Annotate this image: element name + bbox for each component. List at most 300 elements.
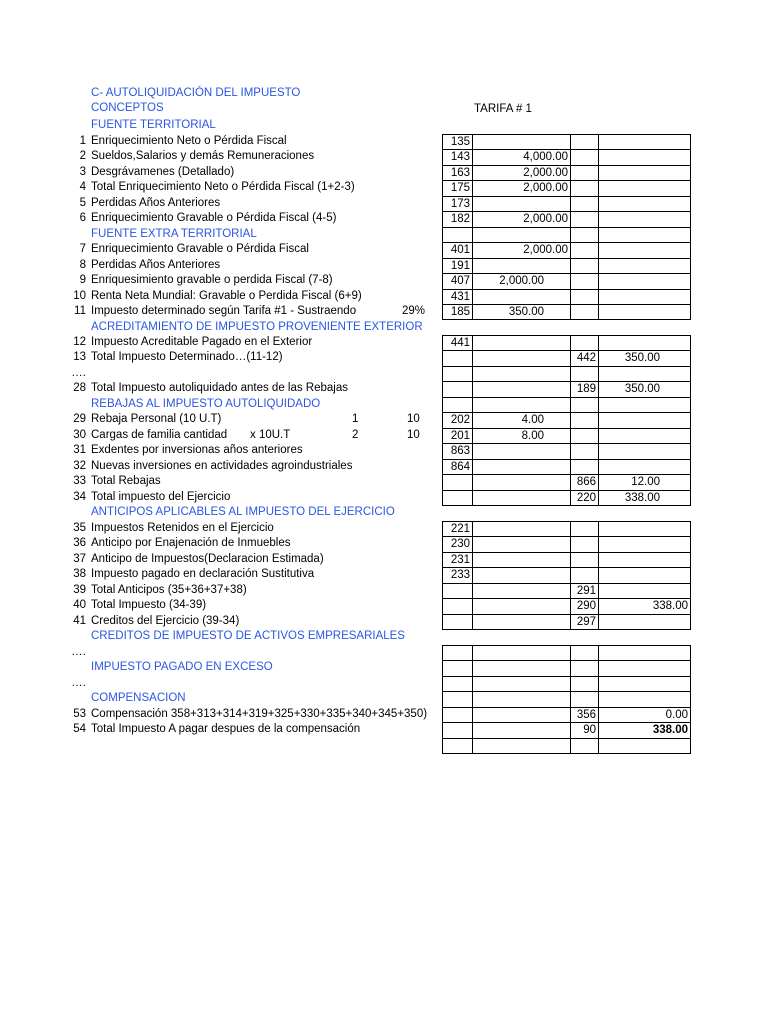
row-label: Total Rebajas: [91, 475, 161, 487]
cell-c1: [442, 165, 472, 181]
table-row: [0, 552, 768, 568]
cell-value: 866: [576, 476, 596, 488]
row-number: 40: [73, 599, 86, 611]
cell-value: 442: [576, 352, 596, 364]
cell-c3: [570, 552, 598, 568]
cell-value: 202: [450, 414, 470, 426]
row-label: Anticipo de Impuestos(Declaracion Estimada): [91, 553, 324, 565]
cell-c2: [472, 381, 570, 397]
cell-c2: [472, 691, 570, 707]
cell-c4: [598, 304, 691, 320]
row-label: Cargas de familia cantidad: [91, 429, 228, 441]
row-extra-value: 2: [352, 429, 359, 441]
cell-c3: [570, 443, 598, 459]
row-label: Impuestos Retenidos en el Ejercicio: [91, 522, 274, 534]
cell-c3: [570, 273, 598, 289]
cell-c4: [598, 242, 691, 258]
cell-c1: [442, 366, 472, 382]
cell-value: 163: [450, 167, 470, 179]
conceptos-header: CONCEPTOS: [91, 102, 164, 114]
row-number: 30: [73, 429, 86, 441]
cell-c1: [442, 490, 472, 506]
row-label: Enriquesimiento gravable o perdida Fiscal (7-8): [91, 274, 333, 286]
cell-c4: [598, 676, 691, 692]
table-row: [0, 149, 768, 165]
row-number: 29: [73, 413, 86, 425]
cell-value: 441: [450, 337, 470, 349]
cell-value: 201: [450, 430, 470, 442]
cell-value: 297: [576, 616, 596, 628]
row-number: 7: [79, 243, 86, 255]
cell-c3: [570, 242, 598, 258]
row-number: 1: [79, 135, 86, 147]
row-number: 28: [73, 382, 86, 394]
row-label: Enriquecimiento Gravable o Pérdida Fiscal: [91, 243, 309, 255]
tarifa-header: TARIFA # 1: [474, 103, 532, 115]
cell-c4: [598, 536, 691, 552]
cell-c3: [570, 412, 598, 428]
row-number: 2: [79, 150, 86, 162]
cell-value: 350.00: [508, 306, 544, 318]
row-number: 53: [73, 708, 86, 720]
cell-c2: [472, 567, 570, 583]
table-row: [0, 134, 768, 150]
cell-c2: [472, 521, 570, 537]
cell-value: 90: [583, 724, 596, 736]
cell-c3: [570, 474, 598, 490]
cell-value: 173: [450, 198, 470, 210]
cell-c2: [472, 258, 570, 274]
table-row: [0, 474, 768, 490]
cell-c2: [472, 366, 570, 382]
cell-value: 290: [576, 600, 596, 612]
table-row: [0, 211, 768, 227]
row-extra-value: x 10U.T: [250, 429, 291, 441]
cell-c4: [598, 180, 691, 196]
cell-c4: [598, 474, 691, 490]
cell-value: 350.00: [624, 383, 660, 395]
row-label: Rebaja Personal (10 U.T): [91, 413, 222, 425]
cell-c1: [442, 196, 472, 212]
cell-c1: [442, 583, 472, 599]
cell-c2: [472, 738, 570, 754]
cell-c3: [570, 196, 598, 212]
row-label: Perdidas Años Anteriores: [91, 259, 221, 271]
cell-c2: [472, 676, 570, 692]
cell-c1: [442, 676, 472, 692]
row-label: Desgrávamenes (Detallado): [91, 166, 235, 178]
row-number: 35: [73, 522, 86, 534]
cell-c1: [442, 521, 472, 537]
cell-c2: [472, 583, 570, 599]
cell-c3: [570, 258, 598, 274]
cell-c2: [472, 350, 570, 366]
table-row: [0, 598, 768, 614]
table-row: [0, 335, 768, 351]
cell-value: 189: [576, 383, 596, 395]
cell-c1: [442, 428, 472, 444]
cell-c4: [598, 412, 691, 428]
table-row: [0, 707, 768, 723]
cell-c4: [598, 211, 691, 227]
row-number: 8: [79, 259, 86, 271]
row-extra-value: 10: [407, 429, 420, 441]
cell-c3: [570, 149, 598, 165]
table-row: [0, 118, 768, 134]
cell-c3: [570, 691, 598, 707]
cell-c2: [472, 552, 570, 568]
cell-c3: [570, 598, 598, 614]
cell-c1: [442, 412, 472, 428]
cell-value: 8.00: [521, 430, 544, 442]
row-label: Enriquecimiento Gravable o Pérdida Fiscal (4-5): [91, 212, 337, 224]
cell-c2: [472, 412, 570, 428]
cell-c1: [442, 474, 472, 490]
row-label: Renta Neta Mundial: Gravable o Perdida Fiscal (6+9): [91, 290, 362, 302]
cell-value: 407: [450, 275, 470, 287]
table-row: [0, 614, 768, 630]
cell-c2: [472, 289, 570, 305]
cell-c2: [472, 598, 570, 614]
table-row: [0, 443, 768, 459]
cell-c1: [442, 660, 472, 676]
cell-value: 864: [450, 461, 470, 473]
cell-c4: [598, 691, 691, 707]
row-label: Anticipo por Enajenación de Inmuebles: [91, 537, 291, 549]
row-number: 34: [73, 491, 86, 503]
table-row: [0, 583, 768, 599]
row-number: 9: [79, 274, 86, 286]
cell-c4: [598, 335, 691, 351]
cell-c1: [442, 707, 472, 723]
cell-c3: [570, 211, 598, 227]
section-heading: FUENTE TERRITORIAL: [91, 119, 216, 131]
cell-value: 291: [576, 585, 596, 597]
cell-c3: [570, 335, 598, 351]
cell-c3: [570, 614, 598, 630]
cell-c1: [442, 242, 472, 258]
row-label: Impuesto pagado en declaración Sustitutiva: [91, 568, 315, 580]
cell-c1: [442, 350, 472, 366]
cell-c2: [472, 134, 570, 150]
row-number: 3: [79, 166, 86, 178]
cell-c3: [570, 366, 598, 382]
cell-c3: [570, 536, 598, 552]
section-heading: ANTICIPOS APLICABLES AL IMPUESTO DEL EJERCICIO: [91, 506, 395, 518]
cell-value: 350.00: [624, 352, 660, 364]
cell-value: 143: [450, 151, 470, 163]
cell-c1: [442, 149, 472, 165]
cell-c3: [570, 397, 598, 413]
row-label: Impuesto determinado según Tarifa #1 - Sustraendo: [91, 305, 357, 317]
table-row: [0, 242, 768, 258]
table-row: [0, 180, 768, 196]
cell-c2: [472, 149, 570, 165]
table-row: [0, 304, 768, 320]
cell-value: 220: [576, 492, 596, 504]
cell-value: 135: [450, 136, 470, 148]
table-row: [0, 676, 768, 692]
row-number: ….: [71, 677, 86, 689]
cell-c1: [442, 598, 472, 614]
cell-c4: [598, 289, 691, 305]
row-extra-value: 10: [407, 413, 420, 425]
table-row: [0, 366, 768, 382]
table-row: [0, 738, 768, 754]
cell-c3: [570, 676, 598, 692]
table-row: [0, 629, 768, 645]
cell-c3: [570, 707, 598, 723]
cell-c2: [472, 722, 570, 738]
cell-c1: [442, 304, 472, 320]
cell-c4: [598, 165, 691, 181]
cell-c1: [442, 397, 472, 413]
row-label: Total Enriquecimiento Neto o Pérdida Fiscal (1+2-3): [91, 181, 355, 193]
row-number: 32: [73, 460, 86, 472]
cell-c4: [598, 707, 691, 723]
cell-value: 4.00: [521, 414, 544, 426]
cell-value: 338.00: [652, 724, 688, 736]
cell-c3: [570, 660, 598, 676]
cell-c1: [442, 738, 472, 754]
row-number: 41: [73, 615, 86, 627]
cell-c3: [570, 350, 598, 366]
cell-c2: [472, 660, 570, 676]
row-label: Total Anticipos (35+36+37+38): [91, 584, 247, 596]
section-heading: ACREDITAMIENTO DE IMPUESTO PROVENIENTE EXTERIOR: [91, 321, 423, 333]
cell-c2: [472, 474, 570, 490]
row-number: 4: [79, 181, 86, 193]
cell-c1: [442, 180, 472, 196]
cell-c1: [442, 567, 472, 583]
cell-value: 221: [450, 523, 470, 535]
table-row: [0, 412, 768, 428]
cell-c3: [570, 165, 598, 181]
cell-value: 338.00: [652, 600, 688, 612]
cell-c4: [598, 350, 691, 366]
table-row: [0, 350, 768, 366]
cell-c4: [598, 397, 691, 413]
table-row: [0, 505, 768, 521]
cell-c4: [598, 428, 691, 444]
cell-c4: [598, 490, 691, 506]
cell-c2: [472, 165, 570, 181]
cell-c3: [570, 428, 598, 444]
cell-c2: [472, 443, 570, 459]
cell-c2: [472, 227, 570, 243]
cell-value: 863: [450, 445, 470, 457]
row-number: 33: [73, 475, 86, 487]
section-heading: COMPENSACION: [91, 692, 186, 704]
cell-c2: [472, 196, 570, 212]
cell-c4: [598, 258, 691, 274]
cell-value: 2,000.00: [523, 213, 568, 225]
cell-c1: [442, 211, 472, 227]
row-number: 13: [73, 351, 86, 363]
cell-c2: [472, 490, 570, 506]
cell-c3: [570, 583, 598, 599]
row-number: 36: [73, 537, 86, 549]
cell-c1: [442, 645, 472, 661]
cell-c2: [472, 459, 570, 475]
cell-c4: [598, 567, 691, 583]
cell-c4: [598, 583, 691, 599]
row-number: 37: [73, 553, 86, 565]
row-number: ….: [71, 646, 86, 658]
row-number: 11: [74, 305, 86, 317]
row-number: 6: [79, 212, 86, 224]
row-label: Total Impuesto A pagar despues de la compensación: [91, 723, 361, 735]
table-row: [0, 273, 768, 289]
cell-c1: [442, 459, 472, 475]
cell-value: 2,000.00: [523, 182, 568, 194]
row-number: 5: [79, 197, 86, 209]
cell-value: 230: [450, 538, 470, 550]
cell-c4: [598, 196, 691, 212]
row-number: 31: [73, 444, 86, 456]
cell-c2: [472, 645, 570, 661]
cell-c1: [442, 134, 472, 150]
row-label: Total impuesto del Ejercicio: [91, 491, 231, 503]
table-row: [0, 428, 768, 444]
cell-value: 191: [450, 260, 470, 272]
table-row: [0, 645, 768, 661]
table-row: [0, 320, 768, 336]
cell-c4: [598, 459, 691, 475]
cell-c3: [570, 289, 598, 305]
cell-c1: [442, 289, 472, 305]
cell-c2: [472, 273, 570, 289]
row-label: Enriquecimiento Neto o Pérdida Fiscal: [91, 135, 287, 147]
cell-c2: [472, 614, 570, 630]
cell-c3: [570, 227, 598, 243]
cell-c1: [442, 335, 472, 351]
cell-c4: [598, 134, 691, 150]
cell-c4: [598, 660, 691, 676]
cell-c3: [570, 134, 598, 150]
row-label: Total Impuesto (34-39): [91, 599, 207, 611]
section-heading: REBAJAS AL IMPUESTO AUTOLIQUIDADO: [91, 398, 321, 410]
cell-c3: [570, 304, 598, 320]
cell-value: 356: [576, 709, 596, 721]
cell-c2: [472, 335, 570, 351]
cell-c2: [472, 242, 570, 258]
cell-c4: [598, 552, 691, 568]
cell-value: 431: [450, 291, 470, 303]
table-row: [0, 521, 768, 537]
row-label: Total Impuesto Determinado…(11-12): [91, 351, 283, 363]
cell-c3: [570, 521, 598, 537]
cell-value: 2,000.00: [523, 167, 568, 179]
cell-c1: [442, 722, 472, 738]
row-label: Impuesto Acreditable Pagado en el Exterior: [91, 336, 313, 348]
cell-c4: [598, 366, 691, 382]
cell-c1: [442, 691, 472, 707]
row-label: Nuevas inversiones en actividades agroindustriales: [91, 460, 353, 472]
table-row: [0, 660, 768, 676]
cell-c1: [442, 552, 472, 568]
cell-c2: [472, 211, 570, 227]
cell-value: 2,000.00: [499, 275, 544, 287]
cell-c3: [570, 459, 598, 475]
row-label: Compensación 358+313+314+319+325+330+335+340+345+350): [91, 708, 428, 720]
cell-value: 12.00: [631, 476, 660, 488]
table-row: [0, 165, 768, 181]
cell-c1: [442, 273, 472, 289]
cell-value: 4,000.00: [523, 151, 568, 163]
table-row: [0, 258, 768, 274]
row-label: Exdentes por inversionas años anteriores: [91, 444, 303, 456]
table-row: [0, 490, 768, 506]
section-title: C- AUTOLIQUIDACIÓN DEL IMPUESTO: [91, 87, 301, 99]
cell-c3: [570, 645, 598, 661]
cell-c1: [442, 227, 472, 243]
cell-c2: [472, 397, 570, 413]
row-label: Creditos del Ejercicio (39-34): [91, 615, 240, 627]
cell-c2: [472, 707, 570, 723]
cell-c1: [442, 443, 472, 459]
row-number: 12: [73, 336, 86, 348]
cell-value: 175: [450, 182, 470, 194]
cell-c3: [570, 567, 598, 583]
row-number: 38: [73, 568, 86, 580]
cell-c2: [472, 428, 570, 444]
cell-c4: [598, 381, 691, 397]
cell-c3: [570, 381, 598, 397]
cell-c3: [570, 490, 598, 506]
cell-c4: [598, 614, 691, 630]
cell-value: 182: [450, 213, 470, 225]
table-row: [0, 381, 768, 397]
table-row: [0, 227, 768, 243]
cell-c4: [598, 521, 691, 537]
cell-value: 401: [450, 244, 470, 256]
cell-c1: [442, 381, 472, 397]
section-heading: FUENTE EXTRA TERRITORIAL: [91, 228, 257, 240]
cell-c4: [598, 722, 691, 738]
cell-value: 185: [450, 306, 470, 318]
row-extra-value: 29%: [402, 305, 426, 317]
row-label: Sueldos,Salarios y demás Remuneraciones: [91, 150, 315, 162]
table-row: [0, 567, 768, 583]
section-heading: CREDITOS DE IMPUESTO DE ACTIVOS EMPRESARIALES: [91, 630, 405, 642]
cell-c4: [598, 273, 691, 289]
table-row: [0, 691, 768, 707]
table-row: [0, 397, 768, 413]
cell-c3: [570, 738, 598, 754]
cell-c2: [472, 304, 570, 320]
row-number: ….: [71, 367, 86, 379]
row-number: 54: [73, 723, 86, 735]
table-row: [0, 459, 768, 475]
cell-value: 231: [450, 554, 470, 566]
cell-c2: [472, 180, 570, 196]
cell-c4: [598, 443, 691, 459]
cell-value: 2,000.00: [523, 244, 568, 256]
row-extra-value: 1: [352, 413, 359, 425]
section-heading: IMPUESTO PAGADO EN EXCESO: [91, 661, 273, 673]
cell-c2: [472, 536, 570, 552]
cell-c1: [442, 258, 472, 274]
cell-value: 0.00: [665, 709, 688, 721]
table-row: [0, 289, 768, 305]
table-row: [0, 722, 768, 738]
cell-c4: [598, 227, 691, 243]
table-row: [0, 536, 768, 552]
cell-c4: [598, 645, 691, 661]
cell-c3: [570, 180, 598, 196]
cell-c1: [442, 536, 472, 552]
